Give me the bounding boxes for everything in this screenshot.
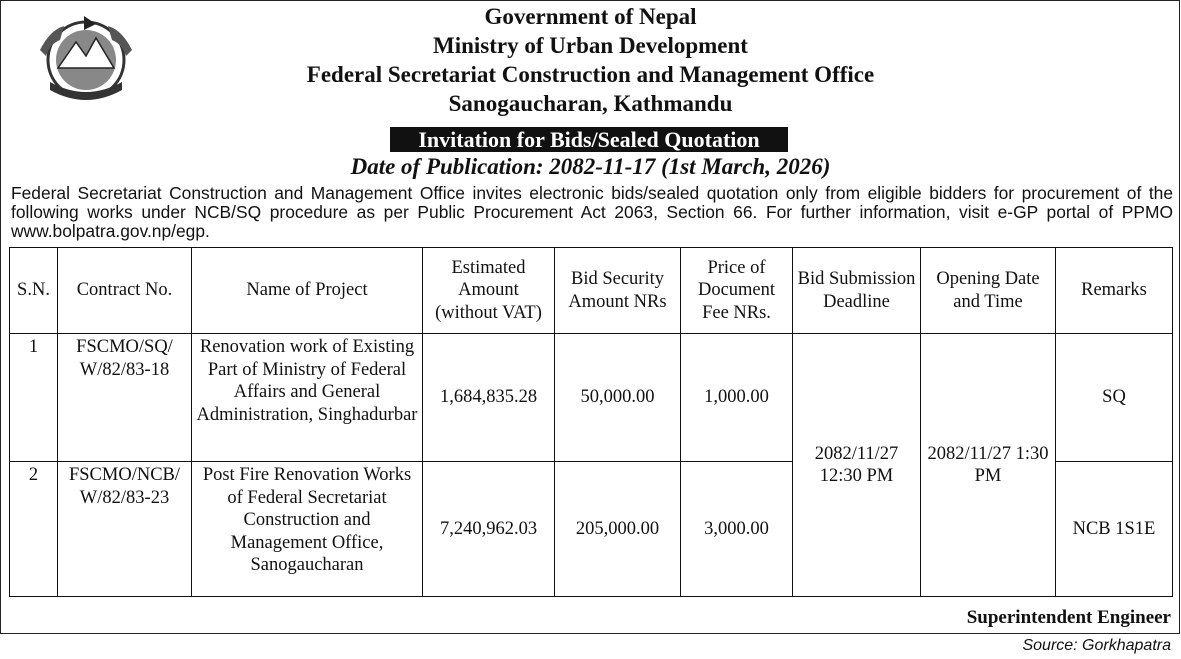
table-header-row (10, 248, 1173, 334)
cell-project: Post Fire Renovation Works of Federal Secretariat Construction and Management Office, Sanogaucharan (192, 462, 423, 597)
cell-contract: FSCMO/NCB/ W/82/83-23 (58, 462, 192, 597)
col-header-deadline: Bid Submission Deadline (793, 248, 921, 334)
col-header-security: Bid Security Amount NRs (555, 248, 681, 334)
col-header-remarks: Remarks (1056, 248, 1173, 334)
cell-deadline: 2082/11/27 12:30 PM (793, 334, 921, 597)
cell-contract: FSCMO/SQ/ W/82/83-18 (58, 334, 192, 462)
header-address: Sanogaucharan, Kathmandu (448, 91, 733, 116)
header-ministry: Ministry of Urban Development (433, 33, 748, 58)
cell-fee: 3,000.00 (681, 462, 793, 597)
cell-security: 205,000.00 (555, 462, 681, 597)
cell-project: Renovation work of Existing Part of Ministry of Federal Affairs and General Administration, Singhadurbar (192, 334, 423, 462)
cell-remarks: SQ (1056, 334, 1173, 462)
header-government: Government of Nepal (484, 4, 697, 29)
header-office: Federal Secretariat Construction and Management Office (306, 62, 875, 87)
col-header-opening: Opening Date and Time (921, 248, 1056, 334)
cell-security: 50,000.00 (555, 334, 681, 462)
intro-paragraph: Federal Secretariat Construction and Management Office invites electronic bids/sealed quotation only from eligible bidders for procurement of the following works under NCB/SQ procedure as per Public Procurement Act 2063, Section 66. For further information, visit e-GP portal of PPMO www.bolpatra.gov.np/egp. (11, 183, 1173, 241)
cell-sn: 1 (10, 334, 58, 462)
signatory-title: Superintendent Engineer (966, 607, 1171, 628)
cell-estimate: 1,684,835.28 (423, 334, 555, 462)
bids-table (9, 247, 1173, 597)
cell-fee: 1,000.00 (681, 334, 793, 462)
source-credit: Source: Gorkhapatra (1022, 637, 1171, 654)
cell-estimate: 7,240,962.03 (423, 462, 555, 597)
col-header-fee: Price of Document Fee NRs. (681, 248, 793, 334)
col-header-sn: S.N. (10, 248, 58, 334)
publication-date: Date of Publication: 2082-11-17 (1st March, 2026) (350, 154, 831, 179)
cell-remarks: NCB 1S1E (1056, 462, 1173, 597)
col-header-project: Name of Project (192, 248, 423, 334)
table-row (10, 334, 1173, 462)
col-header-contract: Contract No. (58, 248, 192, 334)
cell-opening: 2082/11/27 1:30 PM (921, 334, 1056, 597)
col-header-estimate: Estimated Amount (without VAT) (423, 248, 555, 334)
cell-sn: 2 (10, 462, 58, 597)
notice-title-banner: Invitation for Bids/Sealed Quotation (390, 127, 788, 152)
